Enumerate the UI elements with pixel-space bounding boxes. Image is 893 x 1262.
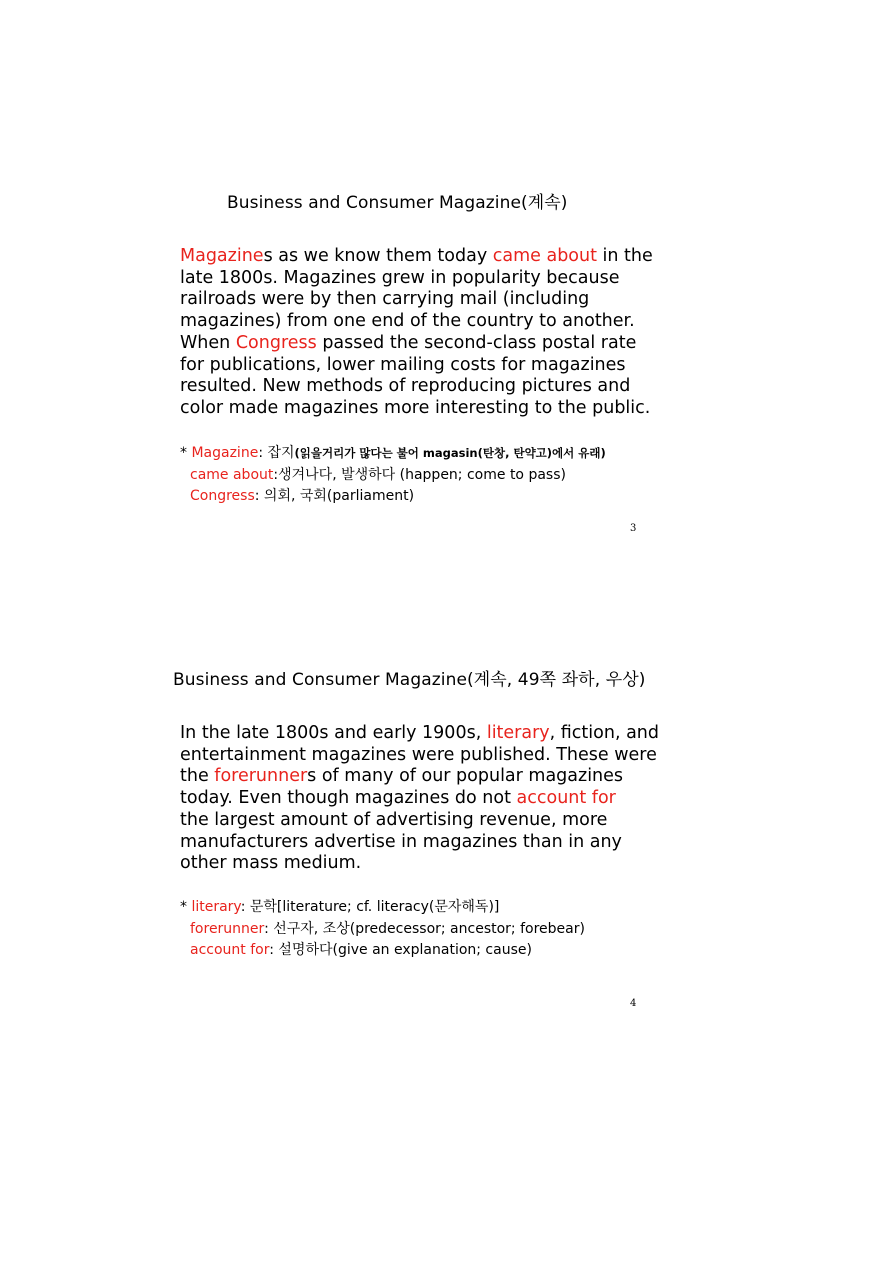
paragraph-text: for publications, lower mailing costs for magazines [180, 354, 626, 375]
paragraph-line [180, 810, 659, 832]
slide-2-title: Business and Consumer Magazine(계속, 49쪽 좌하, 우상) [173, 670, 646, 690]
paragraph-text: the largest amount of advertising revenue, more [180, 809, 608, 830]
paragraph-text: entertainment magazines were published. These were [180, 744, 657, 765]
note-bullet: * [180, 899, 192, 915]
paragraph-text: color made magazines more interesting to the public. [180, 397, 651, 418]
note-definition: 선구자, 조상(predecessor; ancestor; forebear) [273, 920, 585, 937]
paragraph-text: , fiction, and [549, 723, 659, 743]
paragraph-text: other mass medium. [180, 853, 362, 874]
note-term: forerunner [190, 920, 265, 937]
note-bullet: * [180, 445, 192, 461]
note-separator: : [273, 466, 279, 483]
paragraph-line [180, 723, 659, 745]
paragraph-line [180, 832, 659, 854]
vocabulary-note [180, 897, 585, 919]
highlighted-term: literary [486, 723, 550, 743]
note-term: account for [190, 942, 270, 958]
paragraph-line [180, 376, 653, 398]
note-definition: 설명하다(give an explanation; cause) [278, 942, 532, 958]
note-definition: 잡지 [267, 445, 295, 461]
paragraph-line [180, 268, 653, 290]
note-term: literary [191, 899, 241, 915]
paragraph-text: the [180, 766, 215, 787]
page-number: 3 [630, 523, 637, 534]
slide-2-vocabulary-notes [180, 897, 585, 962]
paragraph-text: passed the second-class postal rate [316, 332, 637, 353]
paragraph-text: manufacturers advertise in magazines than in any [180, 831, 622, 852]
paragraph-text: railroads were by then carrying mail (including [180, 289, 590, 310]
paragraph-line [180, 355, 653, 377]
paragraph-text: magazines) from one end of the country to another. [180, 311, 635, 332]
paragraph-line [180, 246, 653, 268]
paragraph-line [180, 289, 653, 311]
slide-2-paragraph [180, 723, 659, 875]
paragraph-line [180, 333, 653, 355]
note-definition: 문학[literature; cf. literacy(문자해독)] [249, 899, 500, 915]
paragraph-line [180, 745, 659, 767]
paragraph-line [180, 398, 653, 420]
note-separator: : [269, 942, 279, 958]
slide-1-paragraph [180, 246, 653, 420]
highlighted-term: forerunner [214, 766, 308, 787]
note-term: came about [190, 466, 274, 483]
slide-1-title: Business and Consumer Magazine(계속) [227, 193, 568, 213]
note-definition: 생겨나다, 발생하다 (happen; come to pass) [278, 466, 566, 483]
page-number: 4 [630, 998, 637, 1009]
paragraph-line [180, 853, 659, 875]
paragraph-text: When [180, 332, 236, 353]
note-separator: : [258, 445, 268, 461]
vocabulary-note [180, 940, 585, 962]
paragraph-line [180, 766, 659, 788]
vocabulary-note [180, 443, 606, 465]
note-definition: 의회, 국회(parliament) [263, 488, 415, 504]
paragraph-text: in the [596, 246, 653, 266]
paragraph-line [180, 311, 653, 333]
paragraph-text: resulted. New methods of reproducing pictures and [180, 376, 631, 397]
note-term: Congress [190, 488, 255, 504]
paragraph-text: s of many of our popular magazines [307, 766, 624, 787]
vocabulary-note [180, 465, 606, 487]
vocabulary-note [180, 486, 606, 508]
highlighted-term: Congress [235, 332, 317, 353]
paragraph-text: s as we know them today [263, 246, 493, 266]
vocabulary-note [180, 919, 585, 941]
highlighted-term: came about [492, 246, 597, 266]
paragraph-line [180, 788, 659, 810]
highlighted-term: account for [516, 788, 616, 809]
note-separator: : [254, 488, 264, 504]
paragraph-text: late 1800s. Magazines grew in popularity because [180, 267, 620, 288]
highlighted-term: Magazine [180, 246, 264, 266]
note-definition-detail: (읽을거리가 많다는 불어 magasin(탄창, 탄약고)에서 유래) [294, 446, 606, 460]
note-separator: : [264, 920, 274, 937]
paragraph-text: In the late 1800s and early 1900s, [180, 723, 487, 743]
slide-1-vocabulary-notes [180, 443, 606, 508]
note-term: Magazine [191, 445, 259, 461]
paragraph-text: today. Even though magazines do not [180, 788, 517, 809]
note-separator: : [240, 899, 250, 915]
